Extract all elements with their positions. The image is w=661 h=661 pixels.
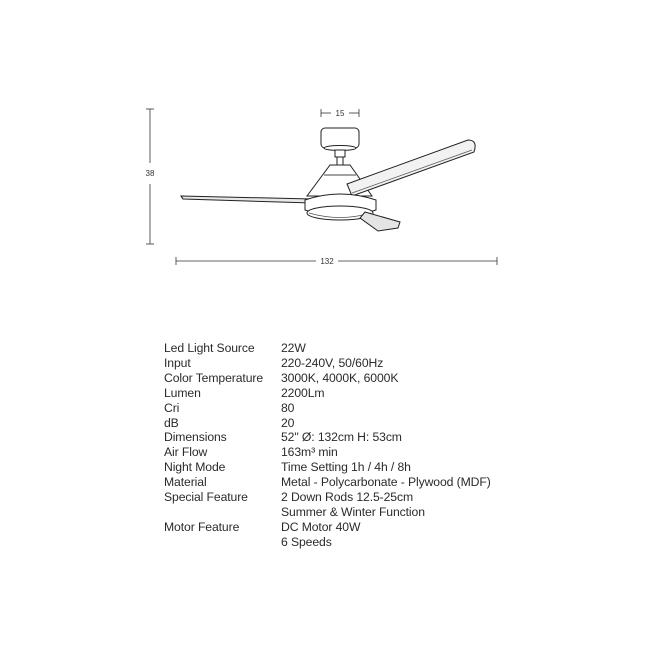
spec-row bbox=[164, 520, 491, 550]
down-rod bbox=[335, 150, 345, 157]
left-blade bbox=[181, 196, 312, 203]
spec-table bbox=[164, 341, 491, 550]
spec-label: Cri bbox=[164, 400, 180, 415]
spec-value-line: Summer & Winter Function bbox=[281, 504, 425, 519]
fan-technical-drawing bbox=[0, 0, 661, 330]
spec-value bbox=[281, 475, 491, 490]
spec-label: Night Mode bbox=[164, 460, 226, 475]
spec-value bbox=[281, 371, 491, 386]
fan-illustration bbox=[181, 128, 475, 231]
spec-label: Led Light Source bbox=[164, 341, 255, 355]
spec-row bbox=[164, 475, 491, 490]
height-label: 38 bbox=[145, 169, 155, 178]
spec-row bbox=[164, 401, 491, 416]
span-label: 132 bbox=[320, 257, 334, 266]
spec-value-line: Time Setting 1h / 4h / 8h bbox=[281, 460, 411, 475]
spec-row bbox=[164, 386, 491, 401]
spec-row bbox=[164, 371, 491, 386]
spec-value bbox=[281, 401, 491, 416]
spec-value-line: DC Motor 40W bbox=[281, 519, 361, 534]
spec-value-line: Metal - Polycarbonate - Plywood (MDF) bbox=[281, 475, 491, 490]
spec-value-line: 2 Down Rods 12.5-25cm bbox=[281, 490, 414, 505]
spec-label: Material bbox=[164, 475, 207, 490]
spec-value bbox=[281, 445, 491, 460]
spec-label: Lumen bbox=[164, 385, 201, 400]
spec-value-line: 163m³ min bbox=[281, 445, 338, 460]
spec-value-line: 3000K, 4000K, 6000K bbox=[281, 370, 399, 385]
spec-label: Special Feature bbox=[164, 490, 248, 505]
spec-row bbox=[164, 341, 491, 356]
span-dimension bbox=[176, 257, 497, 265]
spec-row bbox=[164, 356, 491, 371]
spec-value-line: 80 bbox=[281, 400, 295, 415]
spec-value-line: 52" Ø: 132cm H: 53cm bbox=[281, 430, 402, 445]
spec-label: Input bbox=[164, 355, 191, 370]
spec-row bbox=[164, 416, 491, 431]
spec-label: Motor Feature bbox=[164, 519, 240, 534]
spec-label: Color Temperature bbox=[164, 370, 264, 385]
spec-row bbox=[164, 490, 491, 520]
spec-value bbox=[281, 430, 491, 445]
spec-value-line: 6 Speeds bbox=[281, 534, 332, 549]
spec-value bbox=[281, 386, 491, 401]
spec-label: Dimensions bbox=[164, 430, 227, 445]
spec-row bbox=[164, 430, 491, 445]
spec-value bbox=[281, 490, 491, 520]
spec-value bbox=[281, 416, 491, 431]
spec-value bbox=[281, 356, 491, 371]
spec-value-line: 220-240V, 50/60Hz bbox=[281, 355, 384, 370]
spec-value-line: 22W bbox=[281, 341, 306, 355]
spec-row bbox=[164, 460, 491, 475]
spec-value-line: 20 bbox=[281, 415, 295, 430]
front-blade bbox=[360, 212, 400, 231]
spec-value bbox=[281, 460, 491, 475]
spec-label: Air Flow bbox=[164, 445, 208, 460]
spec-value bbox=[281, 520, 491, 550]
spec-value-line: 2200Lm bbox=[281, 385, 325, 400]
spec-label: dB bbox=[164, 415, 179, 430]
canopy-width-label: 15 bbox=[335, 109, 345, 118]
spec-value bbox=[281, 341, 491, 356]
spec-row bbox=[164, 445, 491, 460]
